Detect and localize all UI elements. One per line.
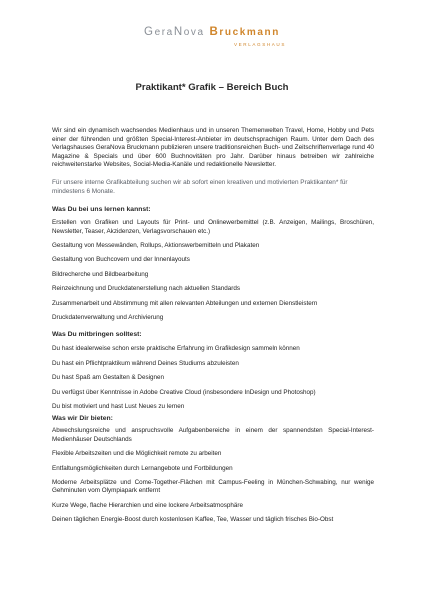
list-item: Du hast idealerweise schon erste praktische Erfahrung im Grafikdesign sammeln können bbox=[52, 345, 300, 353]
position-summary: Für unsere interne Grafikabteilung suchen wir ab sofort einen kreativen und motivierten Praktikanten* für mindestens 6 Monate. bbox=[52, 178, 348, 195]
list-item: Entfaltungsmöglichkeiten durch Lernangebote und Fortbildungen bbox=[52, 464, 233, 472]
list-item: Bildrecherche und Bildbearbeitung bbox=[52, 270, 149, 278]
list-item: Abwechslungsreiche und anspruchsvolle Aufgabenbereiche in einem der spannendsten Special-Interest-Medienhäuser Deutschlands bbox=[52, 427, 374, 443]
list-item: Kurze Wege, flache Hierarchien und eine lockere Arbeitsatmosphäre bbox=[52, 501, 243, 509]
logo-wordmark: GeraNova Bruckmann bbox=[144, 26, 280, 38]
section-heading-requirements: Was Du mitbringen solltest: bbox=[52, 331, 142, 339]
list-item: Du hast ein Pflichtpraktikum während Deines Studiums abzuleisten bbox=[52, 359, 239, 367]
list-item: Erstellen von Grafiken und Layouts für Print- und Onlinewerbemittel (z.B. Anzeigen, Mailings, Broschüren, Newsletter, Teaser, Akzidenzen, Verlagsvorschauen etc.) bbox=[52, 219, 374, 235]
section-heading-learn: Was Du bei uns lernen kannst: bbox=[52, 206, 151, 214]
list-item: Gestaltung von Messewänden, Rollups, Aktionswerbemitteln und Plakaten bbox=[52, 241, 260, 249]
list-item: Du bist motiviert und hast Lust Neues zu lernen bbox=[52, 403, 185, 411]
list-item: Gestaltung von Buchcovern und der Innenlayouts bbox=[52, 256, 190, 264]
company-logo bbox=[0, 26, 424, 48]
list-item: Zusammenarbeit und Abstimmung mit allen relevanten Abteilungen und externen Dienstleistern bbox=[52, 299, 318, 307]
list-item: Druckdatenverwaltung und Archivierung bbox=[52, 314, 164, 321]
section-heading-offer: Was wir Dir bieten: bbox=[52, 415, 113, 423]
list-item: Deinen täglichen Energie-Boost durch kostenlosen Kaffee, Tee, Wasser und täglich frisches Bio-Obst bbox=[52, 516, 334, 524]
list-item: Moderne Arbeitsplätze und Come-Together-Flächen mit Campus-Feeling in München-Schwabing, nur wenige Gehminuten vom Olympiapark entfernt bbox=[52, 479, 374, 495]
intro-paragraph: Wir sind ein dynamisch wachsendes Medienhaus und in unseren Themenwelten Travel, Home, Hobby und Pets einer der führenden und größten Special-Interest-Anbieter im deutschsprachigen Raum. Unter dem Dach des Verlagshauses GeraNova Bruckmann publizieren unsere traditionsreichen Buch- und Zeitschriftenverlage rund 40 Magazine & Specials und über 600 Buchnovitäten pro Jahr. Darüber hinaus betreiben wir zahlreiche reichweitenstarke Websites, Social-Media-Kanäle und redaktionelle Newsletter. bbox=[52, 127, 374, 169]
list-item: Flexible Arbeitszeiten und die Möglichkeit remote zu arbeiten bbox=[52, 450, 222, 458]
job-description bbox=[52, 127, 374, 525]
job-title: Praktikant* Grafik – Bereich Buch bbox=[135, 82, 289, 93]
list-item: Reinzeichnung und Druckdatenerstellung nach aktuellen Standards bbox=[52, 285, 240, 293]
logo-subtitle: VERLAGSHAUS bbox=[233, 42, 287, 47]
list-item: Du hast Spaß am Gestalten & Designen bbox=[52, 374, 165, 382]
list-item: Du verfügst über Kenntnisse in Adobe Creative Cloud (insbesondere InDesign und Photoshop) bbox=[52, 388, 316, 396]
